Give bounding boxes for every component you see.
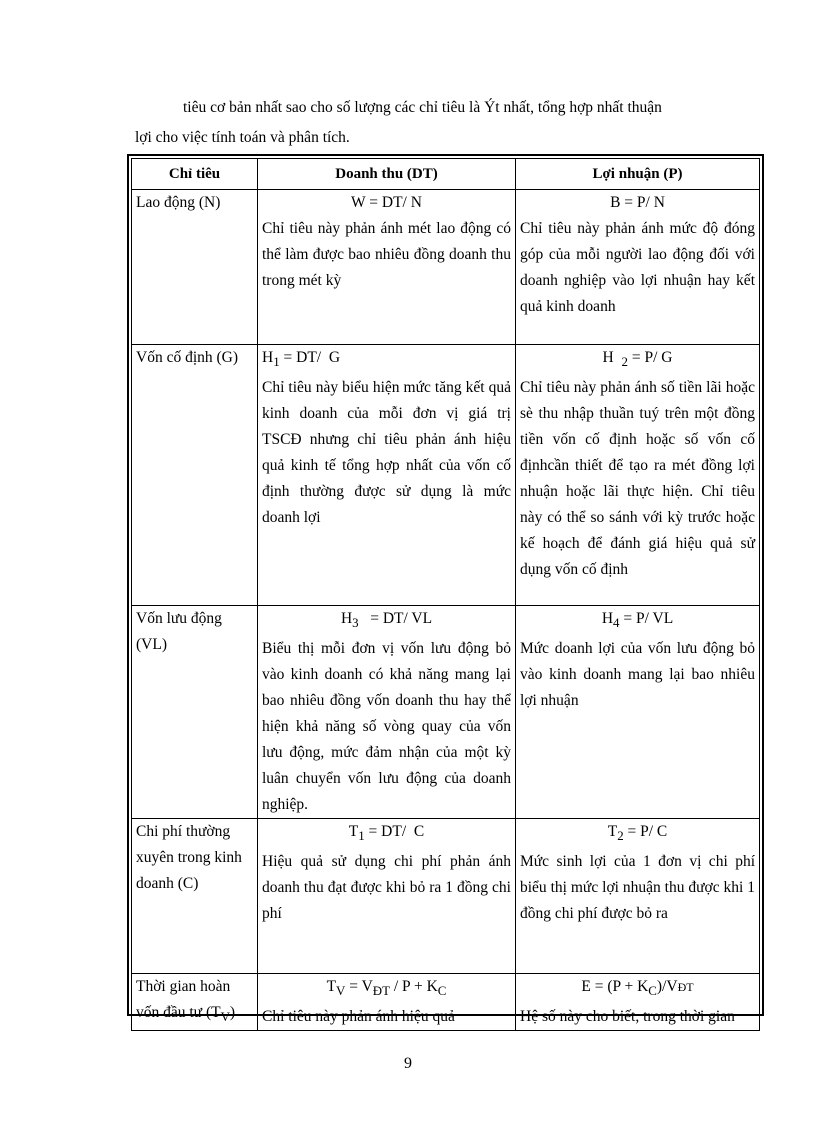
revenue-description: Chỉ tiêu này phản ánh mét lao động có thể làm được bao nhiêu đồng doanh thu trong mét kỳ: [262, 220, 511, 289]
revenue-description: Biểu thị mỗi đơn vị vốn lưu động bỏ vào kinh doanh có khả năng mang lại bao nhiêu đồng vốn doanh thu hay thể hiện khả năng số vòng quay của vốn lưu động, mức đảm nhận của một kỳ luân chuyển vốn lưu động của doanh nghiệp.: [262, 640, 511, 814]
revenue-cell: [258, 819, 516, 974]
revenue-cell: [258, 190, 516, 345]
revenue-formula: $H_1 = DT/$ G: [262, 349, 341, 370]
profit-formula: B = P/ N: [610, 194, 665, 211]
table-row: [132, 190, 760, 345]
revenue-formula: $T_1 = DT/$ C: [348, 823, 425, 844]
intro-paragraph: [135, 93, 765, 153]
row-label: Vốn lưu động (VL): [132, 606, 258, 819]
revenue-cell: [258, 974, 516, 1031]
revenue-cell: [258, 345, 516, 606]
table-row: [132, 974, 760, 1031]
revenue-description: Chỉ tiêu này phản ánh hiệu quả: [262, 1008, 455, 1026]
profit-cell: [516, 345, 760, 606]
revenue-formula: $T_V = V_{ĐT} / P + K_C$: [326, 978, 447, 999]
profit-cell: [516, 974, 760, 1031]
profit-formula: $T_2 = P/$ C: [607, 823, 668, 844]
profit-description: Mức sinh lợi của 1 đơn vị chi phí biểu thị mức lợi nhuận thu được khi 1 đồng chi phí được bỏ ra: [520, 853, 755, 923]
row-label: Lao động (N): [132, 190, 258, 345]
header-indicator: Chỉ tiêu: [132, 159, 258, 190]
indicator-table: [131, 158, 760, 1031]
revenue-description: Hiệu quả sử dụng chi phí phản ánh doanh thu đạt được khi bỏ ra 1 đồng chi phí: [262, 853, 511, 923]
table-row: [132, 819, 760, 974]
row-label: Thời gian hoàn vốn đầu tư $(T_V)$: [132, 974, 258, 1031]
table-row: [132, 345, 760, 606]
intro-line-1: tiêu cơ bản nhất sao cho số lượng các chỉ tiêu là Ýt nhất, tổng hợp nhất thuận: [183, 99, 662, 116]
header-profit: Lợi nhuận (P): [516, 159, 760, 190]
page-number: 9: [404, 1055, 412, 1072]
indicator-table-frame: [127, 154, 764, 1026]
profit-formula: $H_4 = P/$ VL: [601, 610, 674, 631]
profit-formula: H $_2$ = P/ G: [602, 349, 673, 370]
table-row: [132, 606, 760, 819]
profit-cell: [516, 190, 760, 345]
profit-formula: $E = (P + K_C)$/VĐT: [581, 978, 694, 999]
profit-description: Chỉ tiêu này phản ánh mức độ đóng góp của mỗi người lao động đối với doanh nghiệp vào lợi nhuận hay kết quả kinh doanh: [520, 220, 755, 315]
revenue-formula: W = DT/ N: [351, 194, 422, 211]
intro-line-2: lợi cho việc tính toán và phân tích.: [135, 129, 350, 146]
profit-cell: [516, 606, 760, 819]
profit-cell: [516, 819, 760, 974]
row-label: Vốn cố định (G): [132, 345, 258, 606]
header-revenue: Doanh thu (DT): [258, 159, 516, 190]
row-label: Chi phí thường xuyên trong kinh doanh (C): [132, 819, 258, 974]
revenue-formula: $H_3 = DT/$ VL: [340, 610, 433, 631]
profit-description: Chỉ tiêu này phản ánh số tiền lãi hoặc sè thu nhập thuần tuý trên một đồng tiền vốn cố định hoặc số vốn cố địnhcần thiết để tạo ra mét đồng lợi nhuận hoặc lãi thực hiện. Chỉ tiêu này có thể so sánh với kỳ trước hoặc kế hoạch để đánh giá hiệu quả sử dụng vốn cố định: [520, 379, 755, 579]
revenue-cell: [258, 606, 516, 819]
profit-description: Mức doanh lợi của vốn lưu động bỏ vào kinh doanh mang lại bao nhiêu lợi nhuận: [520, 640, 755, 710]
table-header-row: [132, 159, 760, 190]
revenue-description: Chỉ tiêu này biểu hiện mức tăng kết quả kinh doanh của mỗi đơn vị giá trị TSCĐ nhưng chỉ tiêu phản ánh hiệu quả kinh tế tổng hợp nhất của vốn cố định thường được sử dụng là mức doanh lợi: [262, 379, 511, 527]
profit-description: Hệ số này cho biết, trong thời gian: [520, 1008, 735, 1026]
